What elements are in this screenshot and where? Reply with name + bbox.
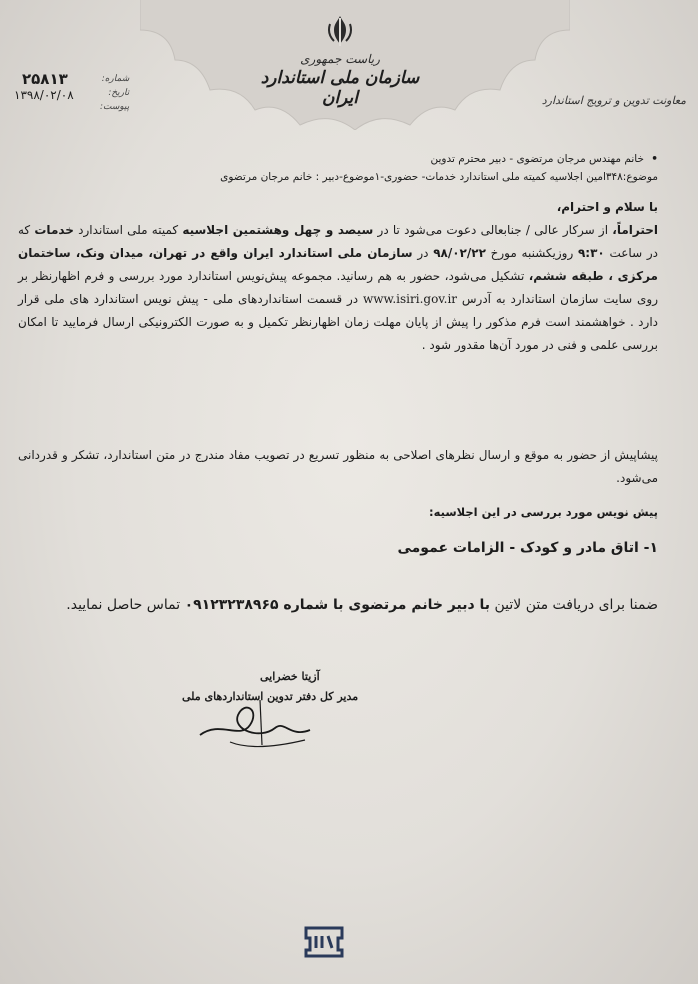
bullet-icon: •: [651, 153, 658, 165]
p1-g: ۹:۳۰: [577, 246, 605, 260]
p1-h: روزیکشنبه مورخ: [485, 246, 578, 260]
contact-a: ضمنا برای دریافت متن لاتین: [490, 597, 658, 613]
letterhead: [240, 14, 440, 108]
p1-e: خدمات: [34, 223, 74, 237]
letter-number: ۲۵۸۱۳: [22, 70, 68, 88]
p1-l: تشکیل می‌شود، حضور به هم رسانید. مجموعه پیش‌نویس استاندارد مورد بررسی و فرم اظهارنظر بر روی سایت سازمان استاندارد به آدرس: [18, 269, 658, 306]
presidency-label: ریاست جمهوری: [300, 52, 380, 66]
iran-emblem-icon: [326, 14, 354, 48]
draft-heading: پیش نویس مورد بررسی در این اجلاسیه:: [429, 505, 658, 519]
letter-date: ۱۳۹۸/۰۲/۰۸: [14, 88, 74, 102]
label-number: شماره:: [101, 74, 130, 84]
p1-j: در: [412, 246, 434, 260]
p1-i: ۹۸/۰۲/۲۲: [433, 246, 486, 260]
p1-m: در قسمت استانداردهای ملی - پیش نویس استاندارد های ملی قرار دارد . خواهشمند است فرم مذکور را پیش از پایان مهلت زمان اظهارنظر تکمیل و به صورت الکترونیکی ارسال فرمایید تا امکان بررسی علمی و فنی در مورد آن‌ها مقدور شود .: [18, 292, 658, 352]
organization-name: سازمان ملی استاندارد ایران: [260, 68, 420, 108]
paragraph-2: پیشاپیش از حضور به موقع و ارسال نظرهای اصلاحی به منظور تسریع در تصویب مفاد مندرج در متن استاندارد، تشکر و قدردانی می‌شود.: [18, 448, 658, 485]
draft-item: ۱- اتاق مادر و کودک - الزامات عمومی: [397, 540, 658, 556]
recipient-to: خانم مهندس مرجان مرتضوی - دبیر محترم تدوین: [430, 153, 644, 165]
recipients-block: [18, 150, 658, 186]
contact-c: تماس حاصل نمایید.: [66, 597, 185, 613]
paragraph-1: [18, 219, 658, 357]
greeting: [18, 196, 658, 219]
p1-k: سازمان ملی استاندارد ایران واقع در تهران، میدان ونک، ساختمان مرکزی ، طبقه ششم،: [18, 246, 658, 283]
label-date: تاریخ:: [108, 88, 130, 98]
isiri-logo-icon: [300, 924, 348, 960]
contact-b: با دبیر خانم مرتضوی با شماره ۰۹۱۲۳۲۳۸۹۶۵: [184, 597, 491, 613]
handwritten-signature: [190, 680, 320, 760]
subject-line: موضوع:۳۴۸امین اجلاسیه کمیته ملی استاندارد خدمات- حضوری-۱موضوع-دبیر : خانم مرجان مرتضوی: [220, 171, 658, 183]
p1-d: کمیته ملی استاندارد: [73, 223, 183, 237]
greeting-text: با سلام و احترام،: [556, 200, 658, 214]
label-attach: پیوست:: [100, 102, 130, 112]
signer-name: آزیتا خضرایی: [260, 670, 320, 683]
p1-c: سیصد و چهل وهشتمین اجلاسیه: [182, 223, 374, 237]
p1-b: از سرکار عالی / جنابعالی دعوت می‌شود تا در: [373, 223, 613, 237]
meta-labels: [100, 72, 129, 114]
contact-paragraph: [18, 590, 658, 620]
p1-a: احتراماً،: [612, 223, 659, 237]
letter-body: [18, 196, 658, 357]
website-link[interactable]: www.isiri.gov.ir: [362, 292, 458, 306]
recipient-line: [18, 150, 658, 168]
signer-title: مدیر کل دفتر تدوین استانداردهای ملی: [182, 690, 359, 703]
p1-f: که در ساعت: [18, 223, 659, 260]
deputy-label: معاونت تدوین و ترویج استاندارد: [541, 94, 686, 107]
